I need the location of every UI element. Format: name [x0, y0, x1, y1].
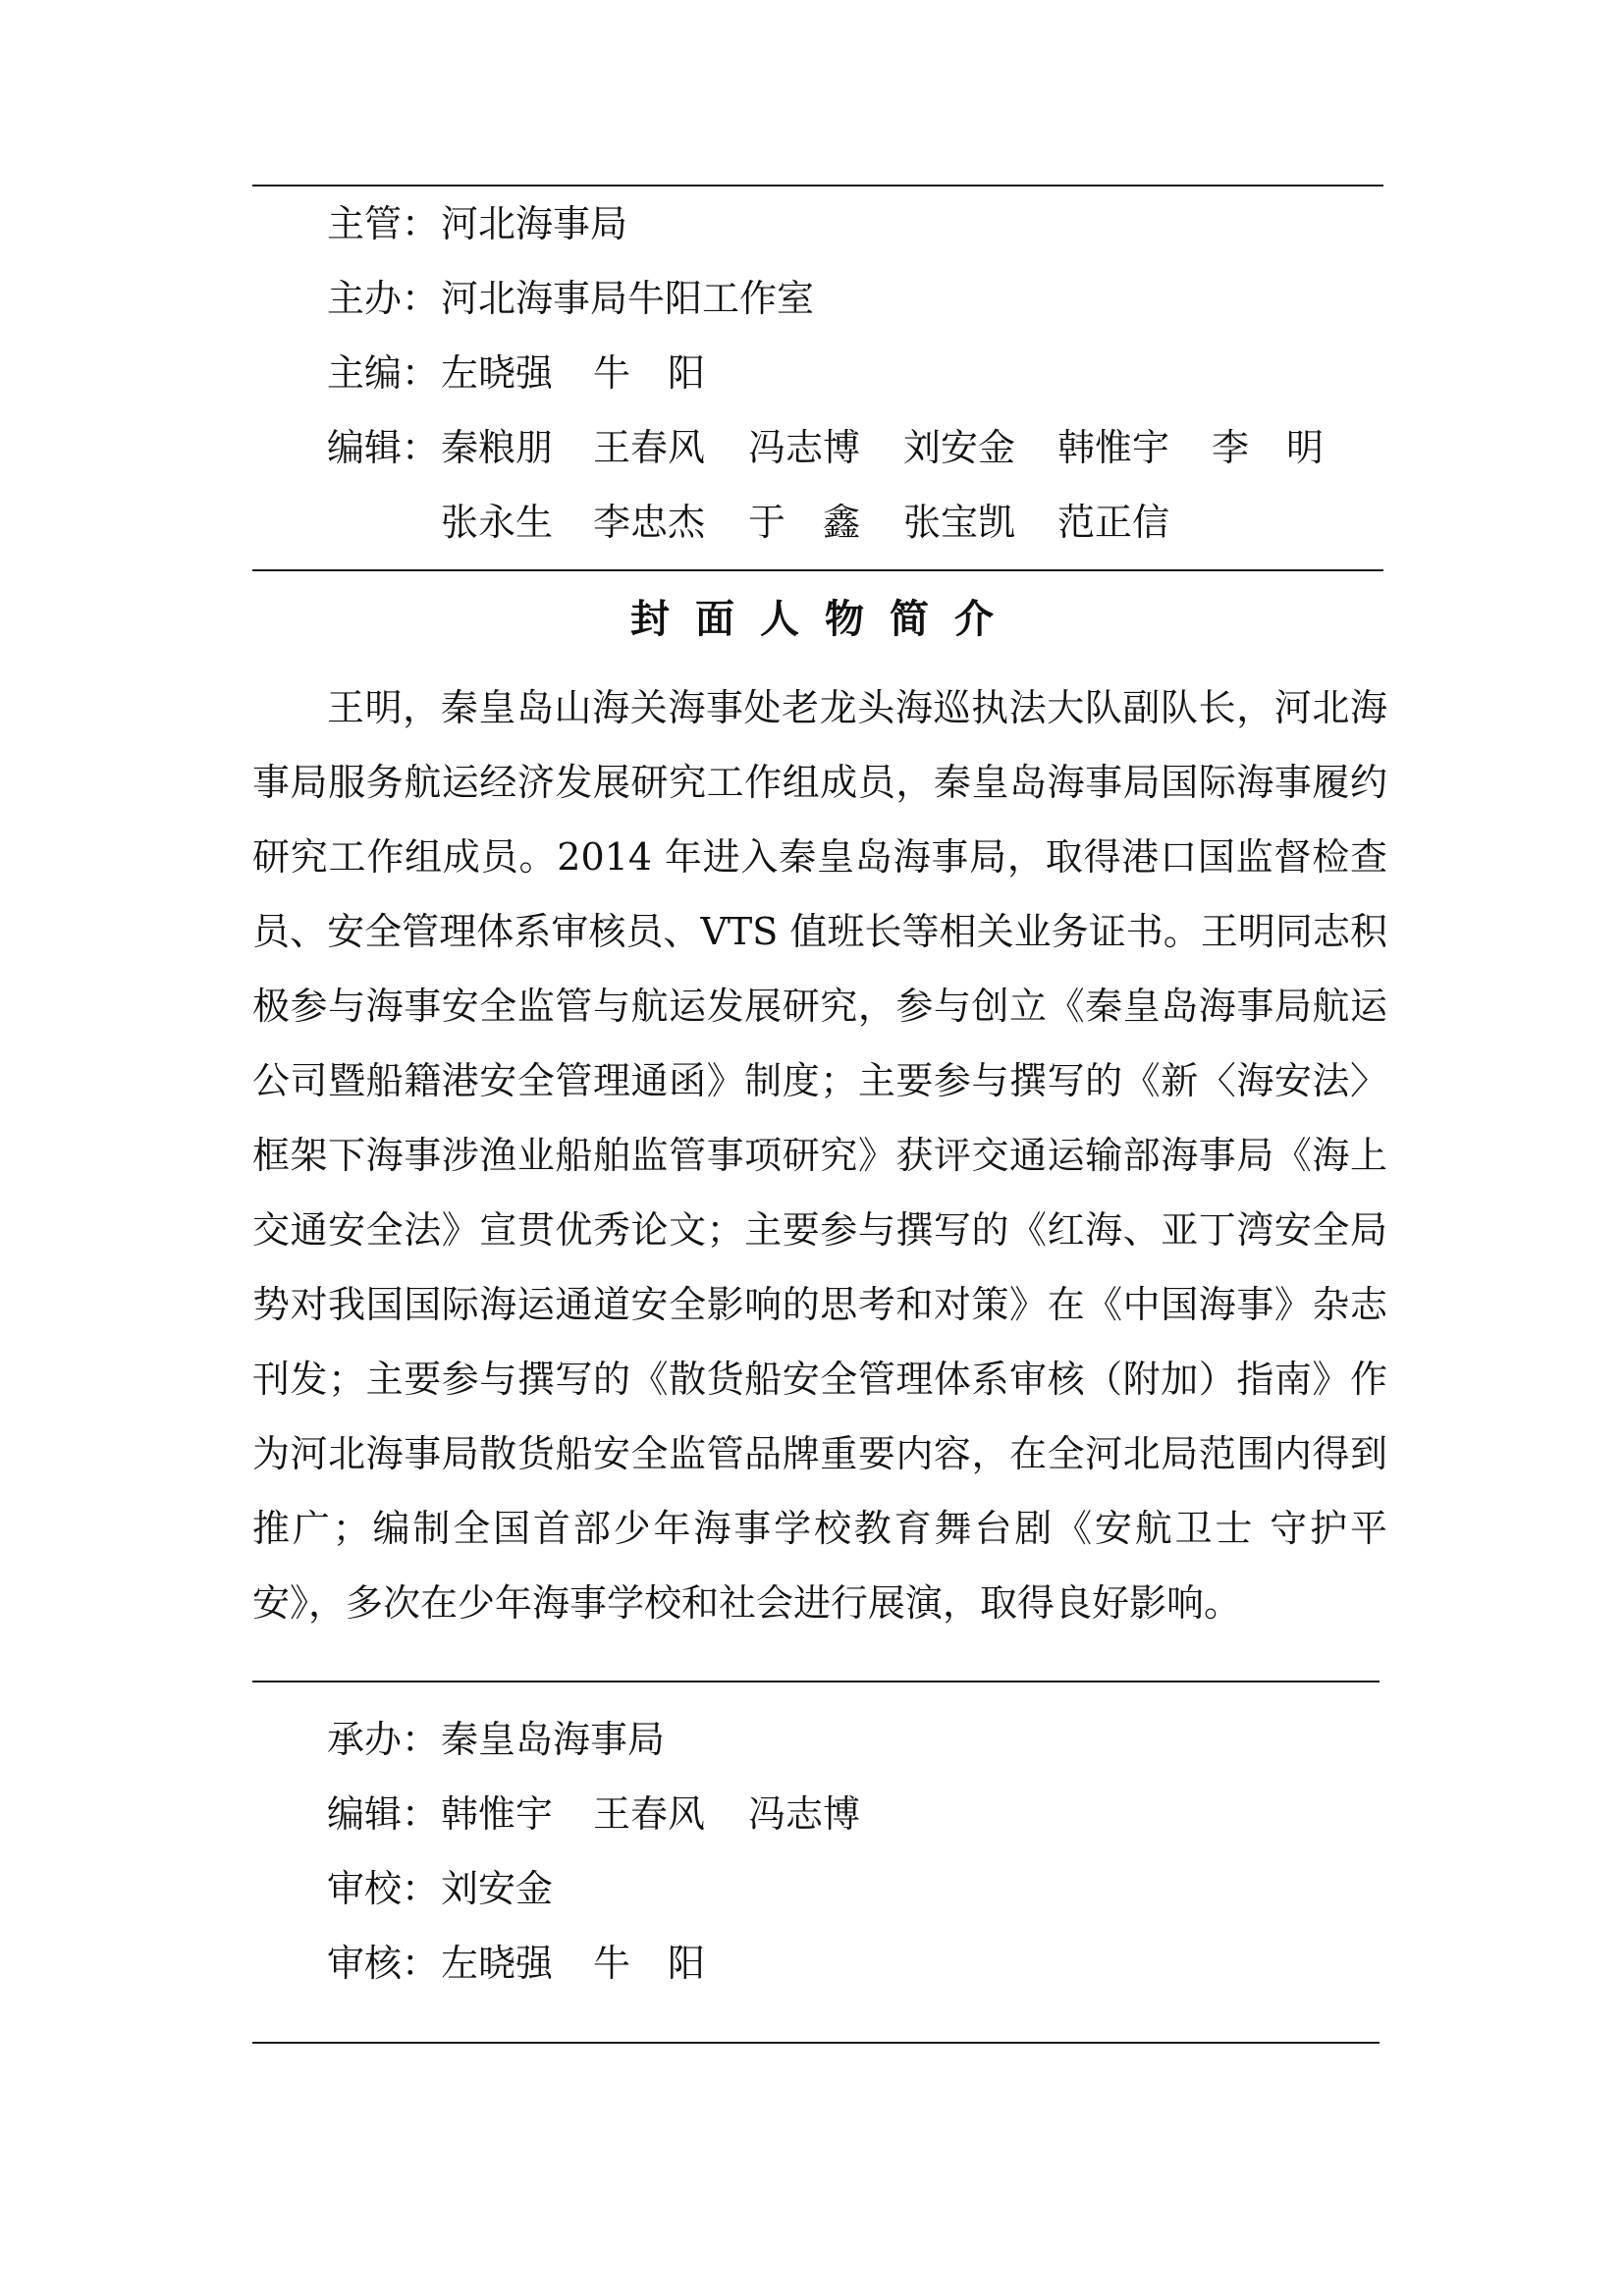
editor-name: 李 明	[1212, 426, 1325, 469]
profile-body: 王明，秦皇岛山海关海事处老龙头海巡执法大队副队长，河北海事局服务航运经济发展研究工作组成员，秦皇岛海事局国际海事履约研究工作组成员。2014 年进入秦皇岛海事局，取得港口国监督检查员、安全管理体系审核员、VTS 值班长等相关业务证书。王明同志积极参与海事安全监管与航运发展研究，参与创立《秦皇岛海事局航运公司暨船籍港安全管理通函》制度；主要参与撰写的《新〈海安法〉框架下海事涉渔业船舶监管事项研究》获评交通运输部海事局《海上交通安全法》宣贯优秀论文；主要参与撰写的《红海、亚丁湾安全局势对我国国际海运通道安全影响的思考和对策》在《中国海事》杂志刊发；主要参与撰写的《散货船安全管理体系审核（附加）指南》作为河北海事局散货船安全监管品牌重要内容，在全河北局范围内得到推广；编制全国首部少年海事学校教育舞台剧《安航卫士 守护平安》，多次在少年海事学校和社会进行展演，取得良好影响。	[252, 686, 1387, 1625]
colophon-editor-name: 冯志博	[748, 1792, 861, 1836]
reviewer-name: 左晓强	[441, 1942, 554, 1985]
colophon-editors-label: 编辑：	[327, 1792, 440, 1836]
editor-name: 于 鑫	[748, 501, 861, 544]
editor-name: 张宝凯	[903, 501, 1016, 544]
reviewer-name: 牛 阳	[593, 1942, 706, 1985]
masthead-bottom-rule	[252, 569, 1383, 571]
top-rule	[252, 185, 1383, 187]
editor-name: 王春风	[593, 426, 706, 469]
supervisor-label: 主管：	[327, 202, 440, 245]
chief-editor-name: 牛 阳	[593, 351, 706, 395]
editor-name: 李忠杰	[593, 501, 706, 544]
editors-label: 编辑：	[327, 426, 440, 469]
supervisor-value: 河北海事局	[441, 202, 628, 245]
colophon-editor-name: 王春风	[593, 1792, 706, 1836]
sponsor-label: 主办：	[327, 277, 440, 320]
editor-name: 秦粮朋	[441, 426, 554, 469]
chief-editor-name: 左晓强	[441, 351, 554, 395]
proofreader-value: 刘安金	[441, 1867, 554, 1910]
colophon-bottom-rule	[252, 2042, 1380, 2044]
proofreader-label: 审校：	[327, 1867, 440, 1910]
colophon-top-rule	[252, 1681, 1380, 1682]
sponsor-value: 河北海事局牛阳工作室	[441, 277, 815, 320]
editor-name: 韩惟宇	[1057, 426, 1170, 469]
organizer-value: 秦皇岛海事局	[441, 1718, 666, 1761]
profile-heading: 封面人物简介	[630, 596, 1019, 642]
editor-name: 张永生	[441, 501, 554, 544]
editor-name: 刘安金	[903, 426, 1016, 469]
organizer-label: 承办：	[327, 1718, 440, 1761]
chief-editor-label: 主编：	[327, 351, 440, 395]
colophon-editor-name: 韩惟宇	[441, 1792, 554, 1836]
reviewer-label: 审核：	[327, 1942, 440, 1985]
editor-name: 范正信	[1057, 501, 1170, 544]
editor-name: 冯志博	[748, 426, 861, 469]
